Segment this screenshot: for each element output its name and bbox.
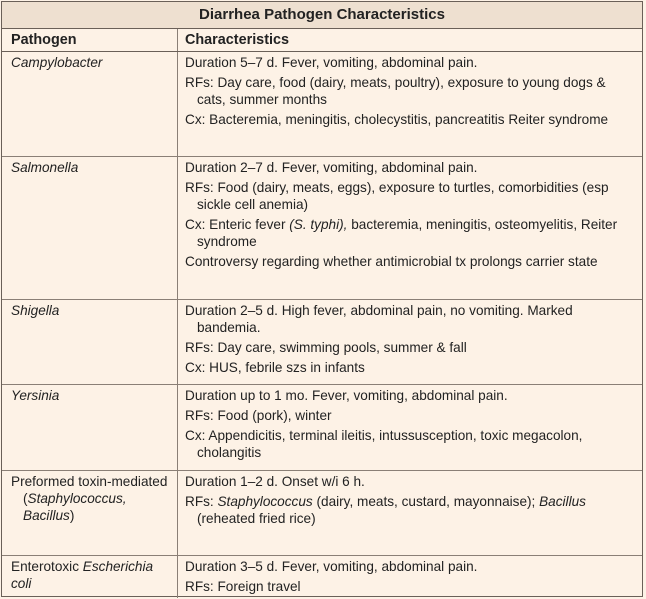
table-row — [2, 556, 642, 598]
table-row — [2, 52, 642, 157]
table-title: Diarrhea Pathogen Characteristics — [2, 2, 642, 29]
char-line: Duration 5–7 d. Fever, vomiting, abdominal pain. — [185, 55, 478, 70]
table-row — [2, 300, 642, 385]
pathogen-cell: Shigella — [2, 300, 178, 384]
char-line: RFs: Day care, food (dairy, meats, poultry), exposure to young dogs & cats, summer months — [185, 75, 606, 107]
char-line: Duration 1–2 d. Onset w/i 6 h. — [185, 474, 365, 489]
characteristics-cell — [178, 157, 642, 299]
characteristics-cell — [178, 556, 642, 598]
characteristics-cell — [178, 300, 642, 384]
table-row — [2, 157, 642, 300]
char-line: Cx: Bacteremia, meningitis, cholecystitis, pancreatitis Reiter syndrome — [185, 112, 609, 127]
pathogen-table — [1, 1, 643, 597]
char-line: RFs: Foreign travel — [185, 579, 301, 594]
char-line: RFs: Food (dairy, meats, eggs), exposure to turtles, comorbidities (esp sickle cell anemia) — [185, 180, 609, 212]
pathogen-cell: Campylobacter — [2, 52, 178, 156]
header-row — [2, 29, 642, 52]
pathogen-cell: Enterotoxic Escherichia coli — [2, 556, 178, 598]
header-pathogen: Pathogen — [2, 29, 178, 51]
characteristics-cell — [178, 471, 642, 555]
header-characteristics: Characteristics — [185, 32, 289, 48]
char-line: RFs: Food (pork), winter — [185, 408, 332, 423]
pathogen-cell: Yersinia — [2, 385, 178, 470]
char-line: RFs: Staphylococcus (dairy, meats, custard, mayonnaise); Bacillus (reheated fried rice) — [185, 494, 586, 526]
char-line: RFs: Day care, swimming pools, summer & fall — [185, 340, 467, 355]
pathogen-cell: Salmonella — [2, 157, 178, 299]
char-line: Controversy regarding whether antimicrobial tx prolongs carrier state — [185, 254, 598, 269]
pathogen-cell: Preformed toxin-mediated (Staphylococcus, Bacillus) — [2, 471, 178, 555]
table-row — [2, 385, 642, 471]
char-line: Cx: Enteric fever (S. typhi), bacteremia, meningitis, osteomyelitis, Reiter syndrome — [185, 217, 618, 249]
char-line: Duration 2–7 d. Fever, vomiting, abdominal pain. — [185, 160, 478, 175]
char-line: Cx: Appendicitis, terminal ileitis, intussusception, toxic megacolon, cholangitis — [185, 428, 583, 460]
char-line: Duration up to 1 mo. Fever, vomiting, abdominal pain. — [185, 388, 508, 403]
char-line: Duration 2–5 d. High fever, abdominal pain, no vomiting. Marked bandemia. — [185, 303, 573, 335]
characteristics-cell — [178, 52, 642, 156]
char-line: Cx: HUS, febrile szs in infants — [185, 360, 365, 375]
char-line: Duration 3–5 d. Fever, vomiting, abdominal pain. — [185, 559, 478, 574]
characteristics-cell — [178, 385, 642, 470]
table-row — [2, 471, 642, 556]
